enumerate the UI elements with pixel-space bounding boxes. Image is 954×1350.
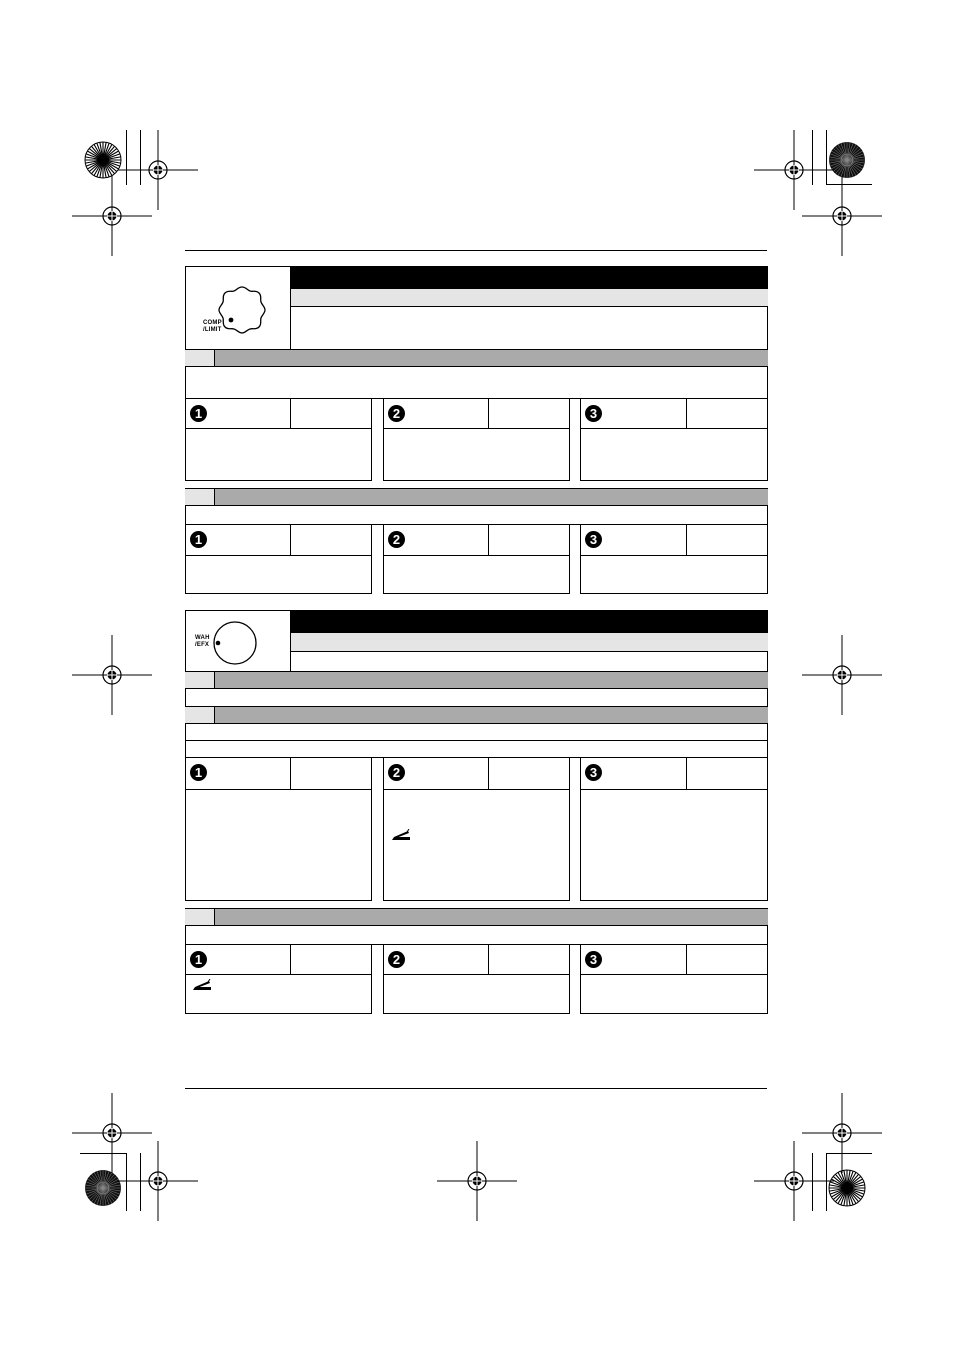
type-tab xyxy=(185,489,215,505)
type-tab xyxy=(185,707,215,723)
crop-line xyxy=(126,130,127,185)
type-bar xyxy=(185,671,768,689)
param-box xyxy=(185,524,372,594)
type-bar xyxy=(185,908,768,926)
param-box xyxy=(580,524,768,594)
registration-mark-icon xyxy=(437,1141,517,1221)
footer-rule xyxy=(185,1088,767,1089)
type-bar xyxy=(185,349,768,367)
param-number-badge: 2 xyxy=(388,951,405,968)
type-row-divider xyxy=(185,740,768,741)
registration-mark-icon xyxy=(72,635,152,715)
crop-line xyxy=(812,1153,813,1211)
knob-label: WAH /EFX xyxy=(195,635,210,648)
param-box xyxy=(383,944,570,1014)
crop-line xyxy=(826,1153,872,1154)
type-tab xyxy=(185,909,215,925)
param-box xyxy=(383,398,570,481)
param-box xyxy=(383,757,570,901)
param-number-badge: 3 xyxy=(585,531,602,548)
param-number-badge: 1 xyxy=(190,531,207,548)
header-rule xyxy=(185,250,767,251)
param-number-badge: 2 xyxy=(388,531,405,548)
crop-line xyxy=(812,130,813,185)
registration-mark-icon xyxy=(802,176,882,256)
type-bar xyxy=(185,706,768,724)
param-box xyxy=(185,757,372,901)
param-number-badge: 3 xyxy=(585,951,602,968)
type-tab xyxy=(185,350,215,366)
registration-mark-icon xyxy=(802,635,882,715)
crop-line xyxy=(140,1153,141,1211)
param-number-badge: 1 xyxy=(190,764,207,781)
param-box xyxy=(580,944,768,1014)
crop-line xyxy=(140,130,141,185)
registration-mark-icon xyxy=(118,1141,198,1221)
rosette-top-left-icon xyxy=(83,140,123,180)
param-box xyxy=(580,757,768,901)
knob-label: COMP /LIMIT xyxy=(203,320,222,333)
registration-mark-icon xyxy=(754,1141,834,1221)
effect-title-bar xyxy=(291,266,768,288)
crop-line xyxy=(826,1153,827,1211)
param-number-badge: 1 xyxy=(190,951,207,968)
param-number-badge: 2 xyxy=(388,764,405,781)
effect-subtitle-bar xyxy=(291,288,768,307)
effect-subtitle-bar xyxy=(291,632,768,652)
crop-line xyxy=(826,130,827,185)
type-bar xyxy=(185,488,768,506)
expression-pedal-icon xyxy=(192,979,212,991)
knob-cell xyxy=(185,610,291,672)
param-number-badge: 1 xyxy=(190,405,207,422)
type-tab xyxy=(185,672,215,688)
knob-cell xyxy=(185,266,291,350)
knob-icon xyxy=(215,283,269,337)
param-number-badge: 3 xyxy=(585,405,602,422)
registration-mark-icon xyxy=(72,176,152,256)
param-box xyxy=(383,524,570,594)
param-box xyxy=(185,944,372,1014)
crop-line xyxy=(126,1153,127,1211)
knob-icon xyxy=(211,619,259,667)
rosette-bottom-left-icon xyxy=(83,1168,123,1208)
expression-pedal-icon xyxy=(391,829,411,841)
crop-line xyxy=(826,184,872,185)
param-box xyxy=(185,398,372,481)
param-box xyxy=(580,398,768,481)
param-number-badge: 2 xyxy=(388,405,405,422)
param-number-badge: 3 xyxy=(585,764,602,781)
crop-line xyxy=(80,1153,126,1154)
effect-title-bar xyxy=(291,610,768,632)
